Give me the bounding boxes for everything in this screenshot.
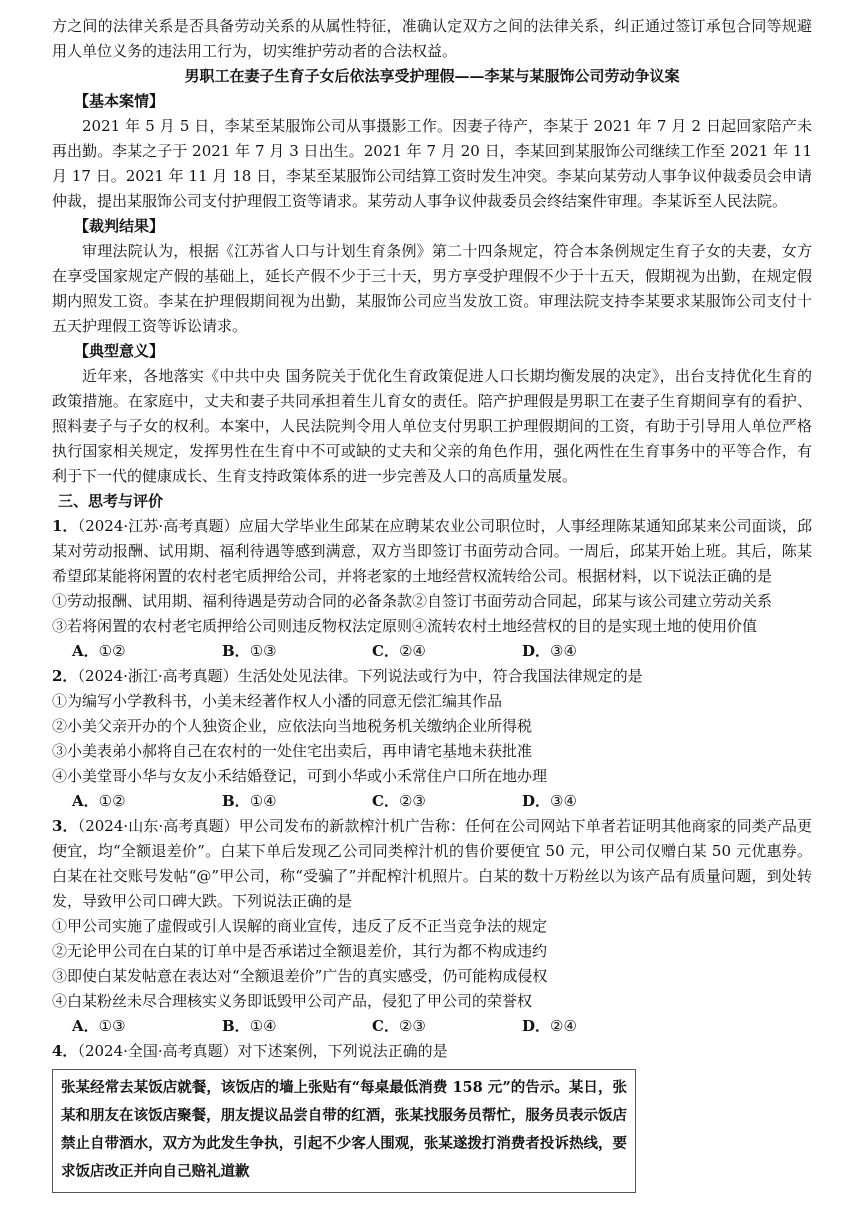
question-text: （2024·浙江·高考真题）生活处处见法律。下列说法或行为中，符合我国法律规定的是 <box>77 667 643 685</box>
statement: ③小美表弟小郝将自己在农村的一处住宅出卖后，再申请宅基地未获批准 <box>52 742 533 760</box>
question-number: 3． <box>52 817 78 835</box>
material-text: 张某经常去某饭店就餐，该饭店的墙上张贴有“每桌最低消费 158 元”的告示。某日，张某和朋友在该饭店聚餐，朋友提议品尝自带的红酒，张某找服务员帮忙，服务员表示饭店禁止自带酒水，双方为此发生争执，引起不少客人围观，张某遂拨打消费者投诉热线，要求饭店改正并向自己赔礼道歉 <box>61 1079 627 1180</box>
question-number: 4． <box>52 1042 78 1060</box>
option-d[interactable]: D．②④ <box>522 1017 577 1035</box>
question-stem <box>52 514 812 589</box>
option-a[interactable]: A．①② <box>72 792 126 810</box>
option-c[interactable]: C．②③ <box>372 792 426 810</box>
facts-paragraph: 2021 年 5 月 5 日，李某至某服饰公司从事摄影工作。因妻子待产，李某于 2021 年 7 月 2 日起回家陪产未再出勤。李某之子于 2021 年 7 月 3 日出生。2021 年 7 月 20 日，李某回到某服饰公司继续工作至 2021 年 11 月 17 日。2021 年 11 月 18 日，李某至某服饰公司结算工资时发生冲突。李某向某劳动人事争议仲裁委员会申请仲裁，提出某服饰公司支付护理假工资等请求。某劳动人事争议仲裁委员会终结案件审理。李某诉至人民法院。 <box>52 117 812 210</box>
question-text: （2024·江苏·高考真题）应届大学毕业生邱某在应聘某农业公司职位时，人事经理陈某通知邱某来公司面谈，邱某对劳动报酬、试用期、福利待遇等感到满意，双方当即签订书面劳动合同。一周后，邱某开始上班。其后，陈某希望邱某能将闲置的农村老宅质押给公司，并将老家的土地经营权流转给公司。根据材料，以下说法正确的是 <box>52 517 813 585</box>
options-row <box>52 789 812 814</box>
material-box <box>52 1069 636 1193</box>
statement: ③即使白某发帖意在表达对“全额退差价”广告的真实感受，仍可能构成侵权 <box>52 967 548 985</box>
option-a[interactable]: A．①② <box>72 642 126 660</box>
question-stem <box>52 1039 812 1064</box>
facts-heading: 【基本案情】 <box>74 92 165 110</box>
question-1 <box>52 514 812 664</box>
statement: ④白某粉丝未尽合理核实义务即诋毁甲公司产品，侵犯了甲公司的荣誉权 <box>52 992 533 1010</box>
option-b[interactable]: B．①③ <box>222 642 277 660</box>
result-paragraph: 审理法院认为，根据《江苏省人口与计划生育条例》第二十四条规定，符合本条例规定生育子女的夫妻，女方在享受国家规定产假的基础上，延长产假不少于三十天，男方享受护理假不少于十五天，假期视为出勤，在规定假期内照发工资。李某在护理假期间视为出勤，某服饰公司应当发放工资。审理法院支持李某要求某服饰公司支付十五天护理假工资等诉讼请求。 <box>52 242 812 335</box>
question-4 <box>52 1039 812 1193</box>
case-title: 男职工在妻子生育子女后依法享受护理假——李某与某服饰公司劳动争议案 <box>184 67 680 85</box>
option-d[interactable]: D．③④ <box>522 642 577 660</box>
options-row <box>52 639 812 664</box>
significance-heading: 【典型意义】 <box>74 342 165 360</box>
statement: ②无论甲公司在白某的订单中是否承诺过全额退差价，其行为都不构成违约 <box>52 942 548 960</box>
option-b[interactable]: B．①④ <box>222 1017 277 1035</box>
statement: ③若将闲置的农村老宅质押给公司则违反物权法定原则④流转农村土地经营权的目的是实现土地的使用价值 <box>52 617 758 635</box>
option-c[interactable]: C．②④ <box>372 642 426 660</box>
question-stem <box>52 664 812 689</box>
statement: ①劳动报酬、试用期、福利待遇是劳动合同的必备条款②自签订书面劳动合同起，邱某与该公司建立劳动关系 <box>52 592 773 610</box>
statement: ②小美父亲开办的个人独资企业，应依法向当地税务机关缴纳企业所得税 <box>52 717 533 735</box>
option-a[interactable]: A．①③ <box>72 1017 126 1035</box>
result-heading: 【裁判结果】 <box>74 217 165 235</box>
question-text: （2024·山东·高考真题）甲公司发布的新款榨汁机广告称：任何在公司网站下单者若证明其他商家的同类产品更便宜，均“全额退差价”。白某下单后发现乙公司同类榨汁机的售价要便宜 50 元，甲公司仅赠白某 50 元优惠券。白某在社交账号发帖“@”甲公司，称“受骗了”并配榨汁机照片。白某的数十万粉丝以为该产品有质量问题，到处转发，导致甲公司口碑大跌。下列说法正确的是 <box>52 817 813 910</box>
question-text: （2024·全国·高考真题）对下述案例，下列说法正确的是 <box>77 1042 448 1060</box>
section-title: 三、思考与评价 <box>58 492 164 510</box>
option-c[interactable]: C．②③ <box>372 1017 426 1035</box>
statement: ④小美堂哥小华与女友小禾结婚登记，可到小华或小禾常住户口所在地办理 <box>52 767 548 785</box>
statement: ①为编写小学教科书，小美未经著作权人小潘的同意无偿汇编其作品 <box>52 692 503 710</box>
intro-paragraph: 方之间的法律关系是否具备劳动关系的从属性特征，准确认定双方之间的法律关系，纠正通过签订承包合同等规避用人单位义务的违法用工行为，切实维护劳动者的合法权益。 <box>52 17 812 60</box>
question-2 <box>52 664 812 814</box>
statement: ①甲公司实施了虚假或引人误解的商业宣传，违反了反不正当竞争法的规定 <box>52 917 548 935</box>
question-3 <box>52 814 812 1039</box>
option-d[interactable]: D．③④ <box>522 792 577 810</box>
question-number: 1． <box>52 517 78 535</box>
option-b[interactable]: B．①④ <box>222 792 277 810</box>
significance-paragraph: 近年来，各地落实《中共中央 国务院关于优化生育政策促进人口长期均衡发展的决定》，出台支持优化生育的政策措施。在家庭中，丈夫和妻子共同承担着生儿育女的责任。陪产护理假是男职工在妻子生育期间享有的看护、照料妻子与子女的权利。本案中，人民法院判令用人单位支付男职工护理假期间的工资，有助于引导用人单位严格执行国家相关规定，发挥男性在生育中不可或缺的丈夫和父亲的角色作用，强化两性在生育事务中的平等合作，有利于下一代的健康成长、生育支持政策体系的进一步完善及人口的高质量发展。 <box>52 367 812 485</box>
options-row <box>52 1014 812 1039</box>
question-number: 2． <box>52 667 78 685</box>
question-stem <box>52 814 812 914</box>
document-page <box>52 14 812 1193</box>
